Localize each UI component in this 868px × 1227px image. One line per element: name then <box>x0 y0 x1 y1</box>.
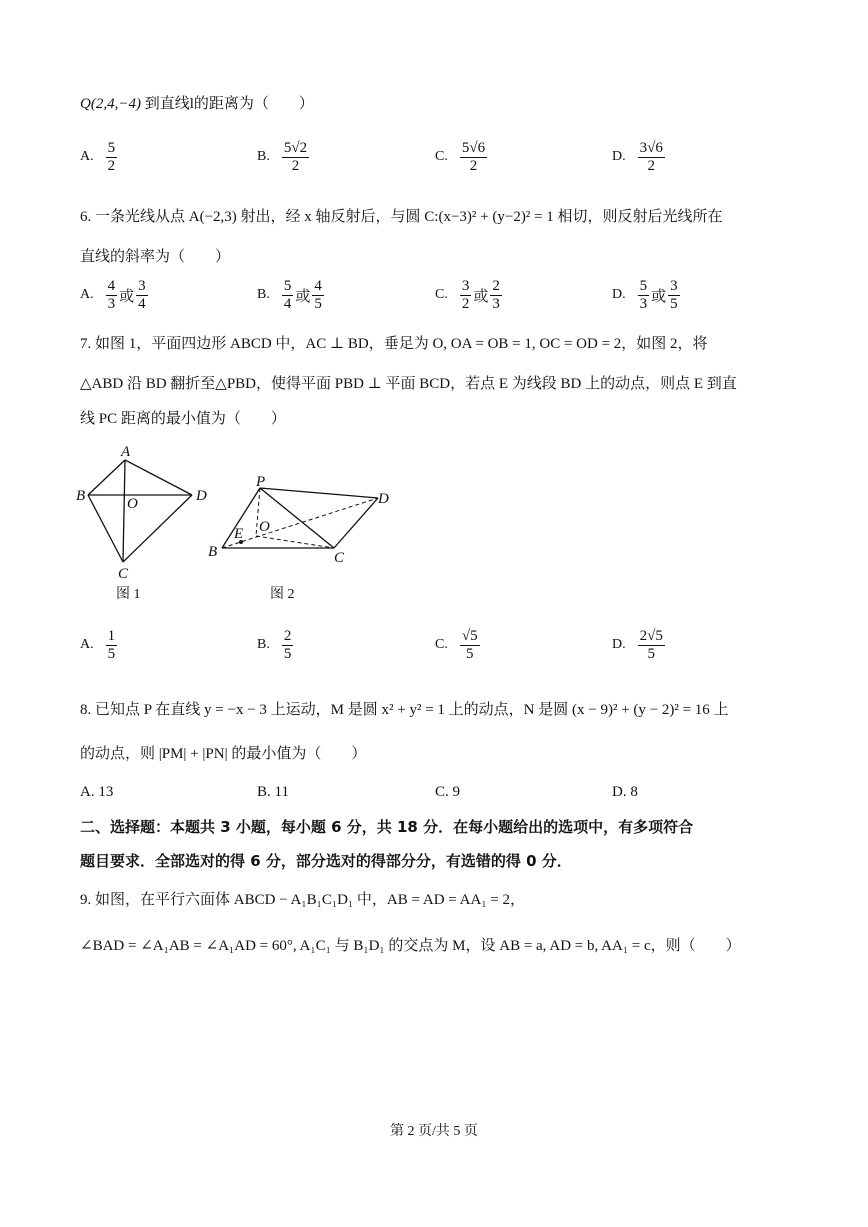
q9-line-1: 9. 如图，在平行六面体 ABCD − A₁B₁C₁D₁ 中，AB = AD = AA₁ = 2， <box>80 892 526 908</box>
q5-option-a[interactable]: A. $\frac{5}{2}$ <box>80 140 116 174</box>
fig2-label-c: C <box>334 550 345 566</box>
q7-line-2: △ABD 沿 BD 翻折至△PBD，使得平面 PBD ⊥ 平面 BCD，若点 E 为线段 BD 上的动点，则点 E 到直 <box>80 376 737 392</box>
figure-1 <box>76 444 207 602</box>
fig2-label-o: O <box>259 519 270 535</box>
fig2-caption: 图 2 <box>270 587 295 602</box>
q6-option-c[interactable]: C. $\frac{3}{2}$ 或 $\frac{2}{3}$ <box>435 278 500 312</box>
q7-figures <box>70 440 410 610</box>
q7-option-b[interactable]: B. $\frac{2}{5}$ <box>257 628 292 662</box>
fig2-label-e: E <box>234 526 244 542</box>
q5-option-d[interactable]: D. $\frac{3√6}{2}$ <box>612 140 663 174</box>
q6-option-d[interactable]: D. $\frac{5}{3}$ 或 $\frac{3}{5}$ <box>612 278 678 312</box>
q5-stem-tail: 到直线l的距离为（ ） <box>144 96 314 112</box>
q6-option-a[interactable]: A. $\frac{4}{3}$ 或 $\frac{3}{4}$ <box>80 278 146 312</box>
q6-option-b[interactable]: B. $\frac{5}{4}$ 或 $\frac{4}{5}$ <box>257 278 322 312</box>
q8-option-b[interactable]: B. 11 <box>257 784 289 800</box>
fig2-label-d: D <box>378 491 389 507</box>
q7-line-1: 7. 如图 1，平面四边形 ABCD 中，AC ⊥ BD，垂足为 O, OA = OB = 1, OC = OD = 2，如图 2，将 <box>80 336 708 352</box>
q7-option-d[interactable]: D. $\frac{2√5}{5}$ <box>612 628 663 662</box>
figure-2 <box>208 474 389 602</box>
q7-option-c[interactable]: C. $\frac{√5}{5}$ <box>435 628 478 662</box>
q5-option-c[interactable]: C. $\frac{5√6}{2}$ <box>435 140 486 174</box>
q8-option-d[interactable]: D. 8 <box>612 784 638 800</box>
q7-line-3: 线 PC 距离的最小值为（ ） <box>80 411 286 427</box>
q5-stem <box>80 92 314 113</box>
section-2-heading-line-2: 题目要求．全部选对的得 6 分，部分选对的得部分分，有选错的得 0 分． <box>80 852 572 870</box>
fig1-label-b: B <box>76 488 86 504</box>
q6-line-2: 直线的斜率为（ ） <box>80 249 231 265</box>
q8-line-1: 8. 已知点 P 在直线 y = −x − 3 上运动，M 是圆 x² + y² = 1 上的动点，N 是圆 (x − 9)² + (y − 2)² = 16 上 <box>80 702 729 718</box>
q8-line-2: 的动点，则 |PM| + |PN| 的最小值为（ ） <box>80 746 367 762</box>
fig1-label-c: C <box>118 566 129 582</box>
fig1-caption: 图 1 <box>116 587 141 602</box>
q5-option-b[interactable]: B. $\frac{5√2}{2}$ <box>257 140 308 174</box>
q9-line-2: ∠BAD = ∠A₁AB = ∠A₁AD = 60°, A₁C₁ 与 B₁D₁ 的交点为 M，设 AB = a, AD = b, AA₁ = c，则（ ） <box>80 938 741 954</box>
fig2-label-b: B <box>208 544 218 560</box>
fig1-label-o: O <box>127 496 138 512</box>
q5-point: Q(2,4,−4) <box>80 96 141 112</box>
section-2-heading-line-1: 二、选择题：本题共 3 小题，每小题 6 分，共 18 分．在每小题给出的选项中，有多项符合 <box>80 818 694 836</box>
fig1-label-d: D <box>196 488 207 504</box>
fig1-label-a: A <box>121 444 131 460</box>
q8-option-a[interactable]: A. 13 <box>80 784 114 800</box>
page-footer: 第 2 页/共 5 页 <box>390 1124 478 1139</box>
q6-line-1: 6. 一条光线从点 A(−2,3) 射出，经 x 轴反射后，与圆 C:(x−3)² + (y−2)² = 1 相切，则反射后光线所在 <box>80 209 723 225</box>
fig2-label-p: P <box>256 474 266 490</box>
q7-option-a[interactable]: A. $\frac{1}{5}$ <box>80 628 116 662</box>
q8-option-c[interactable]: C. 9 <box>435 784 461 800</box>
